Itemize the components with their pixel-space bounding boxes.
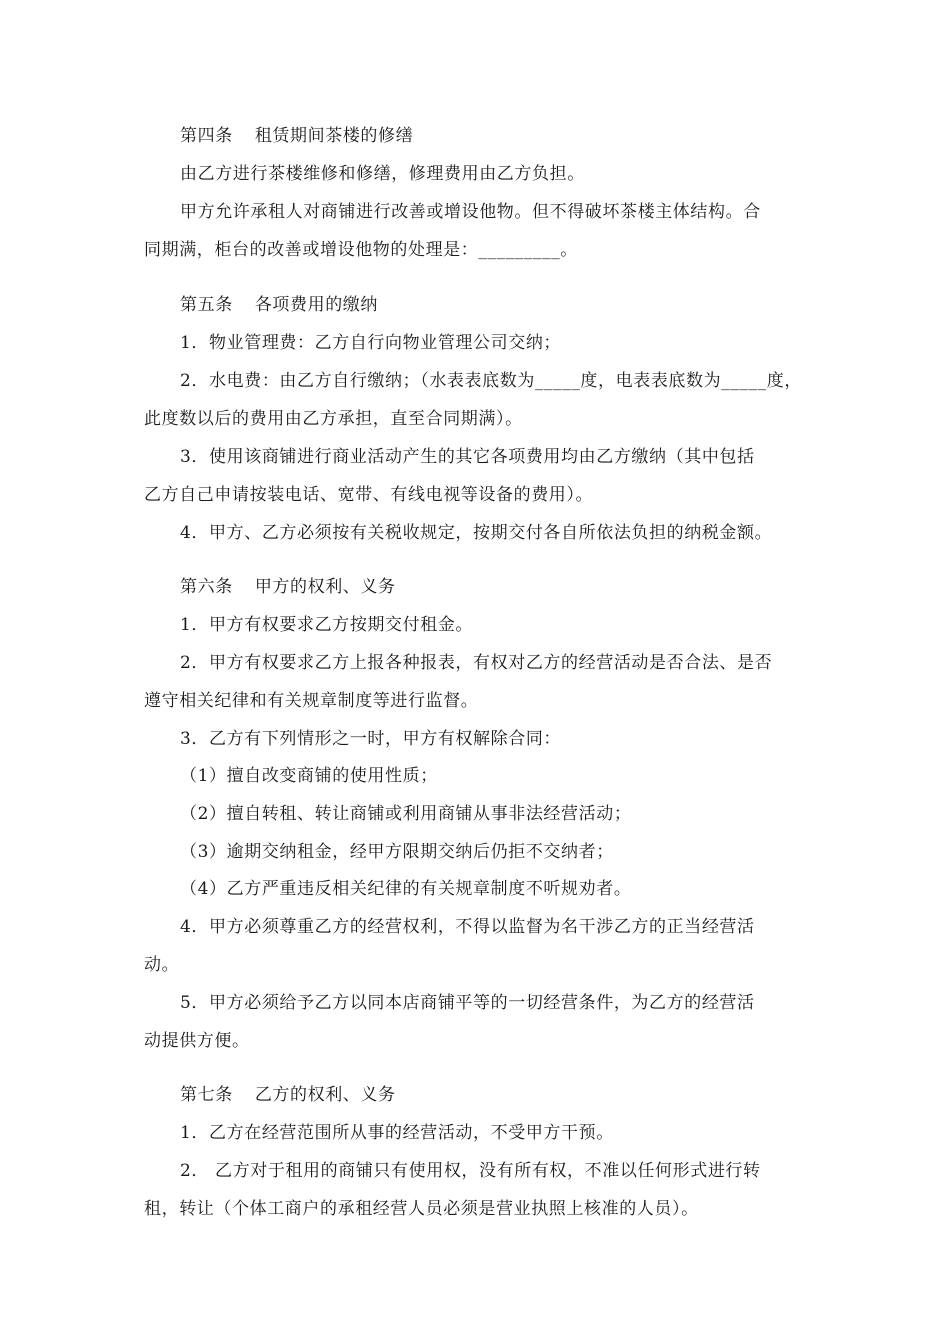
article-6-item-3: 3．乙方有下列情形之一时，甲方有权解除合同： xyxy=(180,729,562,749)
article-6-item-2-line-2: 遵守相关纪律和有关规章制度等进行监督。 xyxy=(144,691,479,711)
article-6-subitem-2: （2）擅自转租、转让商铺或利用商铺从事非法经营活动； xyxy=(180,804,632,824)
article-5-item-3-line-1: 3．使用该商铺进行商业活动产生的其它各项费用均由乙方缴纳（其中包括 xyxy=(180,447,755,467)
article-6-item-4-line-2: 动。 xyxy=(144,955,180,975)
article-6-number: 第六条 xyxy=(180,577,233,597)
article-5-item-1: 1．物业管理费：乙方自行向物业管理公司交纳； xyxy=(180,333,562,353)
article-6-item-4-line-1: 4．甲方必须尊重乙方的经营权利，不得以监督为名干涉乙方的正当经营活 xyxy=(180,917,755,937)
article-5-item-2-line-2: 此度数以后的费用由乙方承担，直至合同期满）。 xyxy=(144,409,523,429)
article-7-title: 乙方的权利、义务 xyxy=(254,1085,396,1105)
article-4-number: 第四条 xyxy=(180,126,233,146)
article-4-heading xyxy=(180,125,413,147)
article-4-paragraph-2-line-2: 同期满，柜台的改善或增设他物的处理是：_________。 xyxy=(144,240,578,260)
article-4-paragraph-2-line-1: 甲方允许承租人对商铺进行改善或增设他物。但不得破坏茶楼主体结构。合 xyxy=(180,202,761,222)
article-7-item-1: 1．乙方在经营范围所从事的经营活动，不受甲方干预。 xyxy=(180,1123,614,1143)
article-6-item-2-line-1: 2．甲方有权要求乙方上报各种报表，有权对乙方的经营活动是否合法、是否 xyxy=(180,653,773,673)
article-5-title: 各项费用的缴纳 xyxy=(254,295,379,315)
article-6-heading xyxy=(180,576,396,598)
article-7-item-2-line-2: 租，转让（个体工商户的承租经营人员必须是营业执照上核准的人员）。 xyxy=(144,1199,699,1219)
article-7-number: 第七条 xyxy=(180,1085,233,1105)
article-5-item-4: 4．甲方、乙方必须按有关税收规定，按期交付各自所依法负担的纳税金额。 xyxy=(180,523,773,543)
article-6-item-5-line-1: 5．甲方必须给予乙方以同本店商铺平等的一切经营条件，为乙方的经营活 xyxy=(180,993,755,1013)
article-5-number: 第五条 xyxy=(180,295,233,315)
article-6-subitem-1: （1）擅自改变商铺的使用性质； xyxy=(180,766,438,786)
article-6-subitem-4: （4）乙方严重违反相关纪律的有关规章制度不听规劝者。 xyxy=(180,879,632,899)
article-6-subitem-3: （3）逾期交纳租金，经甲方限期交纳后仍拒不交纳者； xyxy=(180,842,614,862)
article-7-item-2-line-1: 2． 乙方对于租用的商铺只有使用权，没有所有权，不准以任何形式进行转 xyxy=(180,1161,761,1181)
article-5-heading xyxy=(180,294,378,316)
article-6-item-1: 1．甲方有权要求乙方按期交付租金。 xyxy=(180,615,474,635)
article-4-paragraph-1: 由乙方进行茶楼维修和修缮，修理费用由乙方负担。 xyxy=(180,164,585,184)
article-4-title: 租赁期间茶楼的修缮 xyxy=(254,126,414,146)
article-6-title: 甲方的权利、义务 xyxy=(254,577,396,597)
article-7-heading xyxy=(180,1084,396,1106)
article-6-item-5-line-2: 动提供方便。 xyxy=(144,1031,250,1051)
article-5-item-2-line-1: 2．水电费：由乙方自行缴纳；（水表表底数为_____度，电表表底数为_____度， xyxy=(180,371,802,391)
article-5-item-3-line-2: 乙方自己申请按装电话、宽带、有线电视等设备的费用）。 xyxy=(144,485,594,505)
